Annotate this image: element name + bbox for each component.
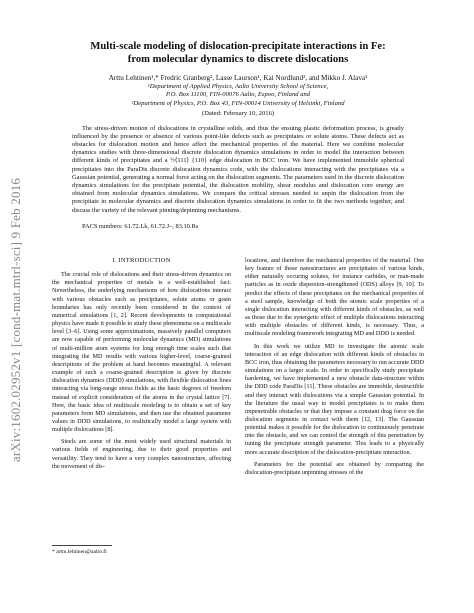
affiliation-1-line-2: P.O. Box 11100, FIN-00076 Aalto, Espoo, Finland and bbox=[165, 91, 311, 99]
body-columns bbox=[52, 257, 424, 597]
paper-header bbox=[52, 40, 424, 231]
paper-title bbox=[52, 40, 424, 66]
right-paragraph-2: In this work we utilize MD to investigate the atomic scale interaction of an edge dislocation with different kinds of obstacles in BCC iron, thus obtaining the parameters necessary to run accurate DDD simulations on a larger scale. In order to specifically study precipitate hardening, we have implemented a new obstacle data-structure within the DDD code ParaDis [11]. These obstacles are immobile, destructible and they interact with dislocations via a simple Gaussian potential. In the literature the usual way to model precipitates is to make them impenetrable obstacles or that they impose a constant drag force on the dislocation segments in contact with them [12, 13]. The Gaussian potential makes it possible for the dislocation to continuously penetrate into the obstacle, and we can control the strength of this penetration by tuning the precipitate strength parameter. This leads to a physically more accurate description of the dislocation-precipitate interaction. bbox=[245, 342, 424, 456]
footnote-divider bbox=[52, 545, 112, 546]
left-column bbox=[52, 257, 231, 597]
section-heading: I. INTRODUCTION bbox=[112, 257, 171, 264]
affiliation-1-line-1: ¹Department of Applied Physics, Aalto University School of Science, bbox=[147, 83, 329, 90]
title-line-1: Multi-scale modeling of dislocation-precipitate interactions in Fe: bbox=[90, 41, 386, 52]
author-list: Arttu Lehtinen¹,* Fredric Granberg², Lasse Laurson¹, Kai Nordlund², and Mikko J. Alava¹ bbox=[108, 74, 368, 82]
intro-paragraph-1: The crucial role of dislocations and their stress-driven dynamics on the mechanical properties of metals is a well-established fact. Nevertheless, the underlying mechanisms of how dislocations interact with various obstacles such as precipitates, solute atoms or grain boundaries has only recently been considered in the context of numerical simulations [1, 2]. Recent developments in computational physics have made it possible to study these phenomena on a multiscale level [3–6]. Using some approximations, massively parallel computers are now capable of performing molecular dynamics (MD) simulations of multi-million atom systems for long enough time scales such that integrating the MD results with various higher-level, coarse-grained descriptions of the problem at hand becomes meaningful. A relevant example of such a coarse-grained description is given by discrete dislocation dynamics (DDD) simulations, with flexible dislocation lines interacting via long-range stress fields as the basic degrees of freedom instead of explicit consideration of the atoms in the crystal lattice [7]. Here, the basic idea of multiscale modeling is to obtain a set of key parameters from MD simulations, and then use the obtained parameter values in DDD simulations, to realistically model a large system with multiple dislocations [8]. bbox=[52, 271, 231, 434]
date-line: (Dated: February 10, 2016) bbox=[201, 110, 275, 118]
footnote: * arttu.lehtinen@aalto.fi bbox=[52, 549, 107, 555]
affiliation-2: ²Department of Physics, P.O. Box 43, FIN-00014 University of Helsinki, Finland bbox=[131, 99, 345, 107]
right-paragraph-1: locations, and therefore the mechanical properties of the material. One key feature of these nanostructures are precipitates of various kinds, either naturally occuring solutes, for instance carbides, or man-made particles as in oxide dispersion-strengthened (ODS) alloys [9, 10]. To predict the effects of these precipitates on the mechanical properties of a steel sample, knowledge of both the atomic scale properties of a single dislocation interacting with different kinds of obstacles, as well as those due to the synergetic effect of multiple dislocations interacting with multiple obstacles of different kinds, is necessary. Thus, a multiscale modeling framework integrating MD and DDD is needed. bbox=[245, 257, 424, 338]
arxiv-identifier bbox=[4, 150, 28, 490]
intro-paragraph-2: Steels are some of the most widely used structural materials in various fields of engineering, due to their good properties and versatility. They tend to have a very complex nanostructure, affecting the movement of dis- bbox=[52, 438, 231, 470]
pacs-numbers: PACS numbers: 61.72.Lk, 61.72.J–, 83.10.Rs bbox=[82, 222, 199, 230]
title-line-2: from molecular dynamics to discrete dislocations bbox=[127, 54, 349, 65]
arxiv-id-text: arXiv:1602.02952v1 [cond-mat.mtrl-sci] 9 Feb 2016 bbox=[8, 177, 24, 463]
affiliations bbox=[52, 83, 424, 108]
right-paragraph-3: Parameters for the potential are obtained by comparing the dislocation-precipitate unpinning stresses of the bbox=[245, 460, 424, 476]
abstract: The stress-driven motion of dislocations in crystalline solids, and thus the ensuing plastic deformation process, is greatly influenced by the presence or absence of various point-like defects such as precipitates or solute atoms. These defects act as obstacles for dislocation motion and hence affect the mechanical properties of the material. Here we combine molecular dynamics studies with three-dimensional discrete dislocation dynamics simulations in order to model the interaction between different kinds of precipitates and a ½⟨111⟩ {110} edge dislocation in BCC iron. We have implemented immobile spherical precipitates into the ParaDis discrete dislocation dynamics code, with the dislocations interacting with the precipitates via a Gaussian potential, generating a normal force acting on the dislocation segments. The parameters used in the discrete dislocation dynamics simulations for the precipitate potential, the dislocation mobility, shear modulus and dislocation core energy are obtained from molecular dynamics simulations. We compare the critical stresses needed to unpin the dislocation from the precipitate in molecular dynamics and discrete dislocation dynamics simulations in order to fit the two methods together, and discuss the variety of the relevant pinning/depinning mechanisms. bbox=[72, 124, 404, 214]
right-column bbox=[245, 257, 424, 597]
